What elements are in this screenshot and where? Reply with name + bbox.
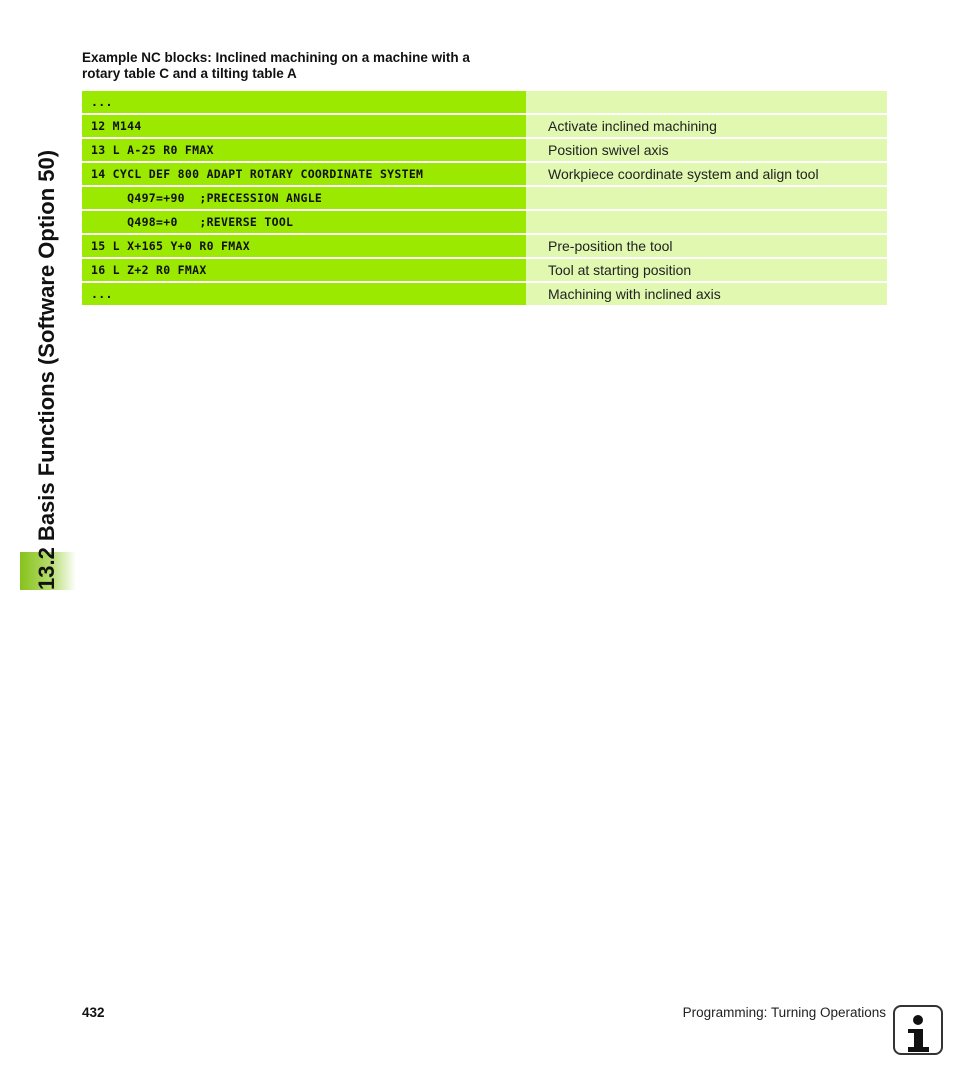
table-row — [82, 283, 887, 305]
page-number: 432 — [82, 1005, 105, 1020]
table-row — [82, 115, 887, 137]
info-icon-dot — [913, 1015, 923, 1025]
nc-code: Q497=+90 ;PRECESSION ANGLE — [82, 187, 526, 209]
heading-line-2: rotary table C and a tilting table A — [82, 66, 297, 81]
nc-comment: Pre-position the tool — [526, 235, 887, 257]
nc-code: ... — [82, 283, 526, 305]
heading-line-1: Example NC blocks: Inclined machining on a machine with a — [82, 50, 470, 65]
nc-comment: Activate inclined machining — [526, 115, 887, 137]
chapter-sidebar — [0, 0, 75, 590]
nc-comment: Machining with inclined axis — [526, 283, 887, 305]
table-row — [82, 235, 887, 257]
table-row — [82, 187, 887, 209]
table-row — [82, 139, 887, 161]
nc-code: 14 CYCL DEF 800 ADAPT ROTARY COORDINATE SYSTEM — [82, 163, 526, 185]
nc-comment: Workpiece coordinate system and align tool — [526, 163, 887, 185]
info-icon — [893, 1005, 943, 1055]
nc-comment — [526, 91, 887, 113]
table-row — [82, 91, 887, 113]
table-row — [82, 163, 887, 185]
nc-block-table — [82, 91, 887, 307]
info-icon-base — [908, 1047, 929, 1052]
nc-code: 15 L X+165 Y+0 R0 FMAX — [82, 235, 526, 257]
nc-code: 16 L Z+2 R0 FMAX — [82, 259, 526, 281]
nc-comment: Position swivel axis — [526, 139, 887, 161]
nc-comment — [526, 211, 887, 233]
nc-code: 13 L A-25 R0 FMAX — [82, 139, 526, 161]
nc-code: Q498=+0 ;REVERSE TOOL — [82, 211, 526, 233]
nc-code: 12 M144 — [82, 115, 526, 137]
table-row — [82, 259, 887, 281]
info-icon-stem — [914, 1029, 923, 1049]
nc-comment: Tool at starting position — [526, 259, 887, 281]
chapter-title: 13.2 Basis Functions (Software Option 50) — [34, 149, 59, 590]
nc-comment — [526, 187, 887, 209]
nc-code: ... — [82, 91, 526, 113]
example-heading — [82, 50, 522, 82]
table-row — [82, 211, 887, 233]
footer-title: Programming: Turning Operations — [682, 1005, 886, 1020]
